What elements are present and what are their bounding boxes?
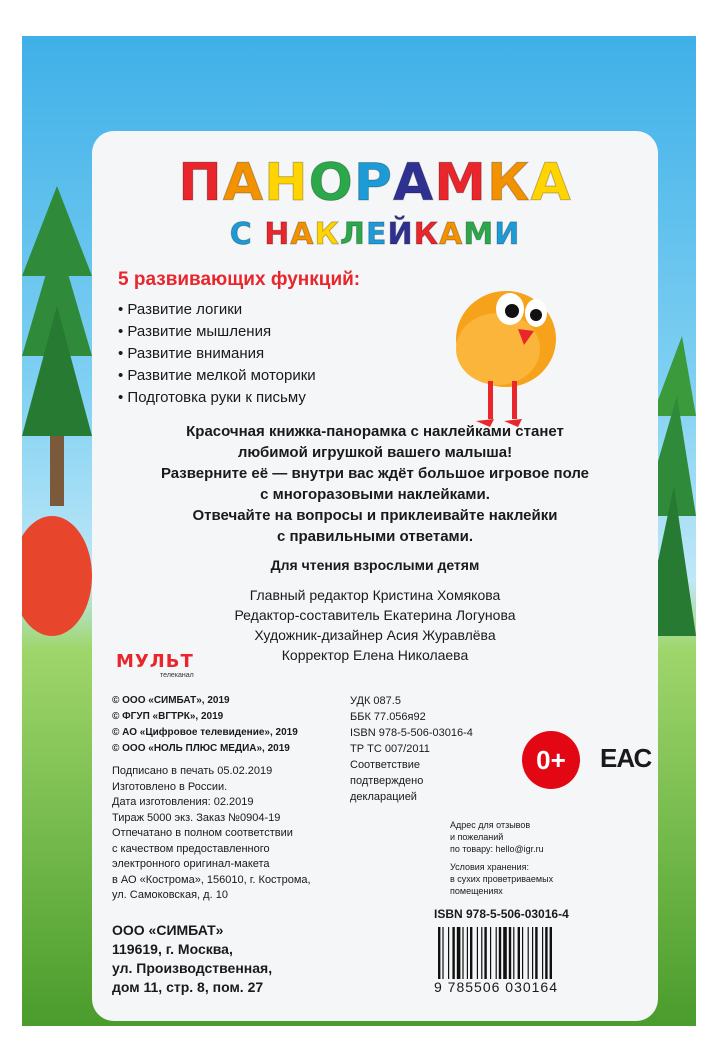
title-letter: К: [413, 217, 440, 252]
functions-heading: 5 развивающих функций:: [118, 269, 361, 290]
list-item: • Развитие логики: [118, 299, 316, 321]
title-letter: П: [178, 153, 223, 213]
barcode-bar: [490, 927, 491, 979]
title-letter: М: [434, 153, 487, 213]
age-rating-badge: 0+: [522, 731, 580, 789]
title-with-stickers: [92, 217, 658, 252]
title-letter: К: [486, 153, 531, 213]
barcode-bar: [442, 927, 443, 979]
barcode-bar: [499, 927, 501, 979]
title-letter: О: [308, 153, 354, 213]
book-cover: [22, 36, 696, 1026]
title-letter: Р: [353, 153, 393, 213]
chick-character-illustration: [448, 271, 568, 431]
age-note: Для чтения взрослыми детям: [270, 557, 480, 573]
barcode-bar: [550, 927, 552, 979]
title-letter: И: [494, 217, 521, 252]
barcode-bar: [535, 927, 537, 979]
title-letter: А: [530, 153, 572, 213]
barcode-bar: [522, 927, 523, 979]
barcode-bar: [518, 927, 520, 979]
barcode: [434, 927, 604, 979]
title-letter: [253, 217, 264, 252]
barcode-bar: [528, 927, 529, 979]
title-letter: Л: [340, 217, 366, 252]
title-letter: Е: [365, 217, 388, 252]
barcode-bar: [462, 927, 463, 979]
barcode-bar: [470, 927, 472, 979]
barcode-bar: [457, 927, 461, 979]
credits: Главный редактор Кристина Хомякова Редактор-составитель Екатерина Логунова Художник-дизайнер Асия Журавлёва Корректор Елена Николаева: [234, 587, 516, 663]
barcode-bar: [503, 927, 507, 979]
barcode-bar: [545, 927, 547, 979]
title-letter: С: [229, 217, 253, 252]
info-card: [92, 131, 658, 1021]
title-letter: А: [290, 217, 315, 252]
eac-mark: ЕАС: [600, 743, 652, 773]
list-item: • Развитие мелкой моторики: [118, 365, 316, 387]
barcode-bar: [448, 927, 449, 979]
barcode-bar: [532, 927, 533, 979]
title-letter: А: [222, 153, 265, 213]
barcode-bar: [481, 927, 482, 979]
left-bush: [22, 506, 92, 646]
classification-block: УДК 087.5 ББК 77.056я92 ISBN 978-5-506-03016-4 ТР ТС 007/2011 Соответствие подтверждено декларацией: [350, 695, 473, 803]
print-info: Подписано в печать 05.02.2019 Изготовлено в России. Дата изготовления: 02.2019 Тираж 5000 экз. Заказ №0904-19 Отпечатано в полном соответствии с качеством предоставленного электронного оригинал-макета в АО «Кострома», 156010, г. Кострома, ул. Самоковская, д. 10: [112, 765, 311, 901]
barcode-bar: [542, 927, 543, 979]
mult-logo: МУЛЬТ телеканал: [116, 651, 194, 679]
title-panoramka: [92, 153, 658, 213]
list-item: • Развитие внимания: [118, 343, 316, 365]
list-item: • Развитие мышления: [118, 321, 316, 343]
title-letter: К: [314, 217, 341, 252]
barcode-bar: [484, 927, 486, 979]
title-letter: Н: [264, 217, 291, 252]
barcode-bar: [467, 927, 468, 979]
title-letter: А: [439, 217, 464, 252]
barcode-bar: [438, 927, 440, 979]
barcode-digits: 9 785506 030164: [434, 979, 558, 995]
barcode-bar: [513, 927, 514, 979]
storage-conditions: Условия хранения: в сухих проветриваемых помещениях: [450, 862, 554, 896]
title-letter: Й: [387, 217, 414, 252]
list-item: • Подготовка руки к письму: [118, 387, 316, 409]
left-tree: [22, 186, 92, 506]
description-text: Красочная книжка-панорамка с наклейками станет любимой игрушкой вашего малыша! Разверните её — внутри вас ждёт большое игровое поле с многоразовыми наклейками. Отвечайте на вопросы и приклеивайте наклейки с правильными ответами.: [160, 423, 590, 545]
publisher-address: ООО «СИМБАТ» 119619, г. Москва, ул. Производственная, дом 11, стр. 8, пом. 27: [112, 922, 273, 995]
feedback-address: Адрес для отзывов и пожеланий по товару: hello@igr.ru: [450, 820, 544, 854]
barcode-isbn-label: ISBN 978-5-506-03016-4: [434, 907, 569, 921]
barcode-bar: [509, 927, 511, 979]
barcode-bar: [496, 927, 497, 979]
title-letter: М: [463, 217, 495, 252]
title-letter: Н: [264, 153, 309, 213]
copyright-block: © ООО «СИМБАТ», 2019 © ФГУП «ВГТРК», 2019 © АО «Цифровое телевидение», 2019 © ООО «НОЛЬ ПЛЮС МЕДИА», 2019: [112, 695, 298, 754]
barcode-bar: [477, 927, 478, 979]
title-letter: А: [392, 153, 435, 213]
barcode-bar: [452, 927, 454, 979]
functions-list: [118, 299, 316, 409]
